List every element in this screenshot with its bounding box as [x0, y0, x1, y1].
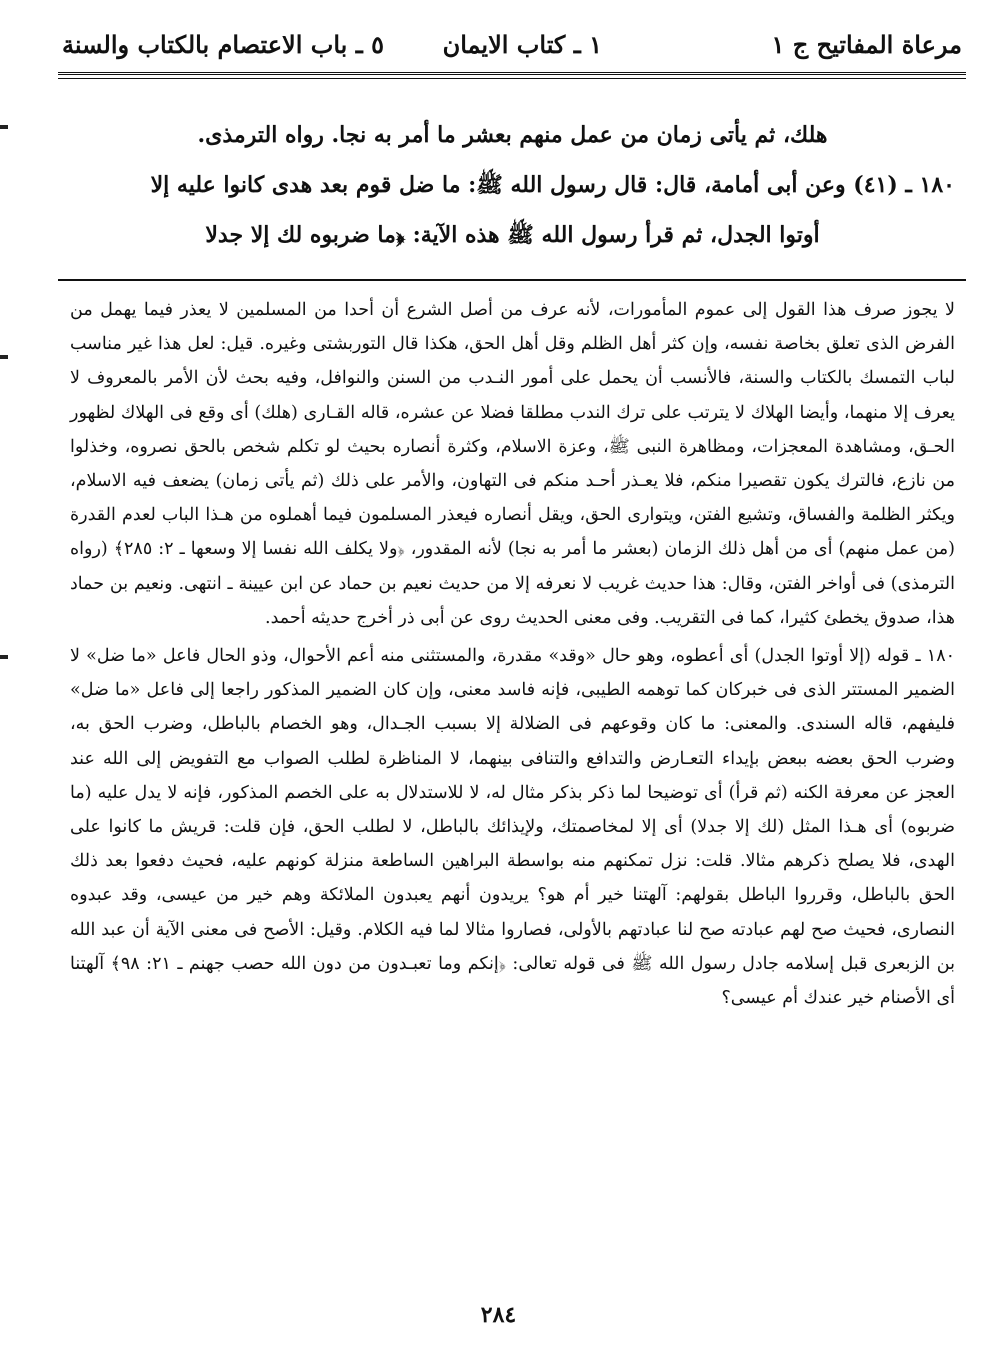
margin-mark	[0, 655, 8, 659]
book-title: مرعاة المفاتيح ج ١	[771, 30, 962, 59]
header-rule	[58, 72, 966, 79]
margin-mark	[0, 355, 8, 359]
commentary-paragraph: لا يجوز صرف هذا القول إلى عموم المأمورات، لأنه عرف من أصل الشرع أن أحدا من المسلمين لا يعذر فيما يهمل من الفرض الذى تعلق بخاصة نفسه، وإن كثر أهل الظلم وقل أهل الحق، هكذا قال التوربشتى وغيره. قيل: لعل هذا غير مناسب لباب التمسك بالكتاب والسنة، فالأنسب أن يحمل على أمور النـدب من السنن والنوافل، وفيه بحث لأن الأمر بالمعروف لا يعرف إلا منهما، وأيضا الهلاك لا يترتب على ترك الندب مطلقا فضلا عن عشره، قاله القـارى (هلك) أى وقع فى الهلاك لظهور الحـق، ومشاهدة المعجزات، ومظاهرة النبى ﷺ، وعزة الاسلام، وكثرة أنصاره بحيث لو تكلم شخص بالحق نصروه، وخذلوا من نازع، فالترك يكون تقصيرا منكم، فلا يعـذر أحـد منكم فى التهاون، والأمر على ذلك (ثم يأتى زمان) يضعف فيه الاسلام، ويكثر الظلمة والفساق، وتشيع الفتن، ويتوارى الحق، ويقل أنصاره فيعذر المسلمون فيما أهملوه من هـذا الباب لعدم القدرة (من عمل منهم) أى من أهل ذلك الزمان (بعشر ما أمر به نجا) لأنه المقدور، ﴿ولا يكلف الله نفسا إلا وسعها ـ ٢: ٢٨٥﴾ (رواه الترمذى) فى أواخر الفتن، وقال: هذا حديث غريب لا نعرفه إلا من حديث نعيم بن حماد عن ابن عيينة ـ انتهى. ونعيم بن حماد هذا، صدوق يخطئ كثيرا، كما فى التقريب. وفى معنى الحديث روى عن أبى ذر أخرج حديثه أحمد.	[70, 300, 955, 628]
section-title: ٥ ـ باب الاعتصام بالكتاب والسنة	[62, 30, 384, 59]
commentary-paragraph: ١٨٠ ـ قوله (إلا أوتوا الجدل) أى أعطوه، وهو حال «وقد» مقدرة، والمستثنى منه أعم الأحوال، وذو الحال فاعل «ما ضل» لا الضمير المستتر الذى فى خبركان كما توهمه الطيبى، فإنه فاسد معنى، وإن كان الضمير المذكور راجعا إلى فاعل «ما ضل» فليفهم، قاله السندى. والمعنى: ما كان وقوعهم فى الضلالة إلا بسبب الجـدال، وهو الخصام بالباطل، وضرب الحق به، وضرب الحق بعضه ببعض بإيداء التعـارض والتدافع والتنافى بينهما، لا المناظرة لطلب الصواب مع التفويض إلى الله عند العجز عن معرفة الكنه (ثم قرأ) أى توضيحا لما ذكر بذكر مثال له، لا للاستدلال به على الخصم المذكور، فإنه لا يدل عليه (ما ضربوه) أى هـذا المثل (لك إلا جدلا) أى إلا لمخاصمتك، ولإيذائك بالباطل، لا لطلب الحق، فإن قلت: قريش ما كانوا على الهدى، فلا يصلح ذكرهم مثالا. قلت: نزل تمكنهم منه بواسطة البراهين الساطعة منزلة كونهم عليه، فحيث دفعوا بعد ذلك الحق بالباطل، وقرروا الباطل بقولهم: آلهتنا خير أم هو؟ يريدون أنهم يعبدون الملائكة وهم خير من عيسى، وقد عبدوه النصارى، فحيث صح لهم عبادته صح لنا عبادتهم بالأولى، فصاروا مثالا لما فيه الكلام. وقيل: الأصح فى معنى الآية أن عبد الله بن الزبعرى قبل إسلامه جادل رسول الله ﷺ فى قوله تعالى: ﴿إنكم وما تعبـدون من دون الله حصب جهنم ـ ٢١: ٩٨﴾ آلهتنا أى الأصنام خير عندك أم عيسى؟	[70, 646, 955, 1009]
hadith-line: هلك، ثم يأتى زمان من عمل منهم بعشر ما أمر به نجا. رواه الترمذى.	[197, 122, 828, 148]
chapter-title: ١ ـ كتاب الايمان	[442, 30, 602, 59]
page-number: ٢٨٤	[480, 1302, 517, 1328]
margin-mark	[0, 125, 8, 129]
commentary-text	[70, 293, 955, 1015]
separator-rule	[58, 279, 966, 281]
hadith-text	[70, 110, 955, 260]
running-header	[62, 20, 962, 70]
hadith-line: أوتوا الجدل، ثم قرأ رسول الله ﷺ هذه الآية: ﴿ما ضربوه لك إلا جدلا	[205, 222, 820, 248]
hadith-line: ١٨٠ ـ (٤١) وعن أبى أمامة، قال: قال رسول الله ﷺ: ما ضل قوم بعد هدى كانوا عليه إلا	[150, 172, 955, 198]
